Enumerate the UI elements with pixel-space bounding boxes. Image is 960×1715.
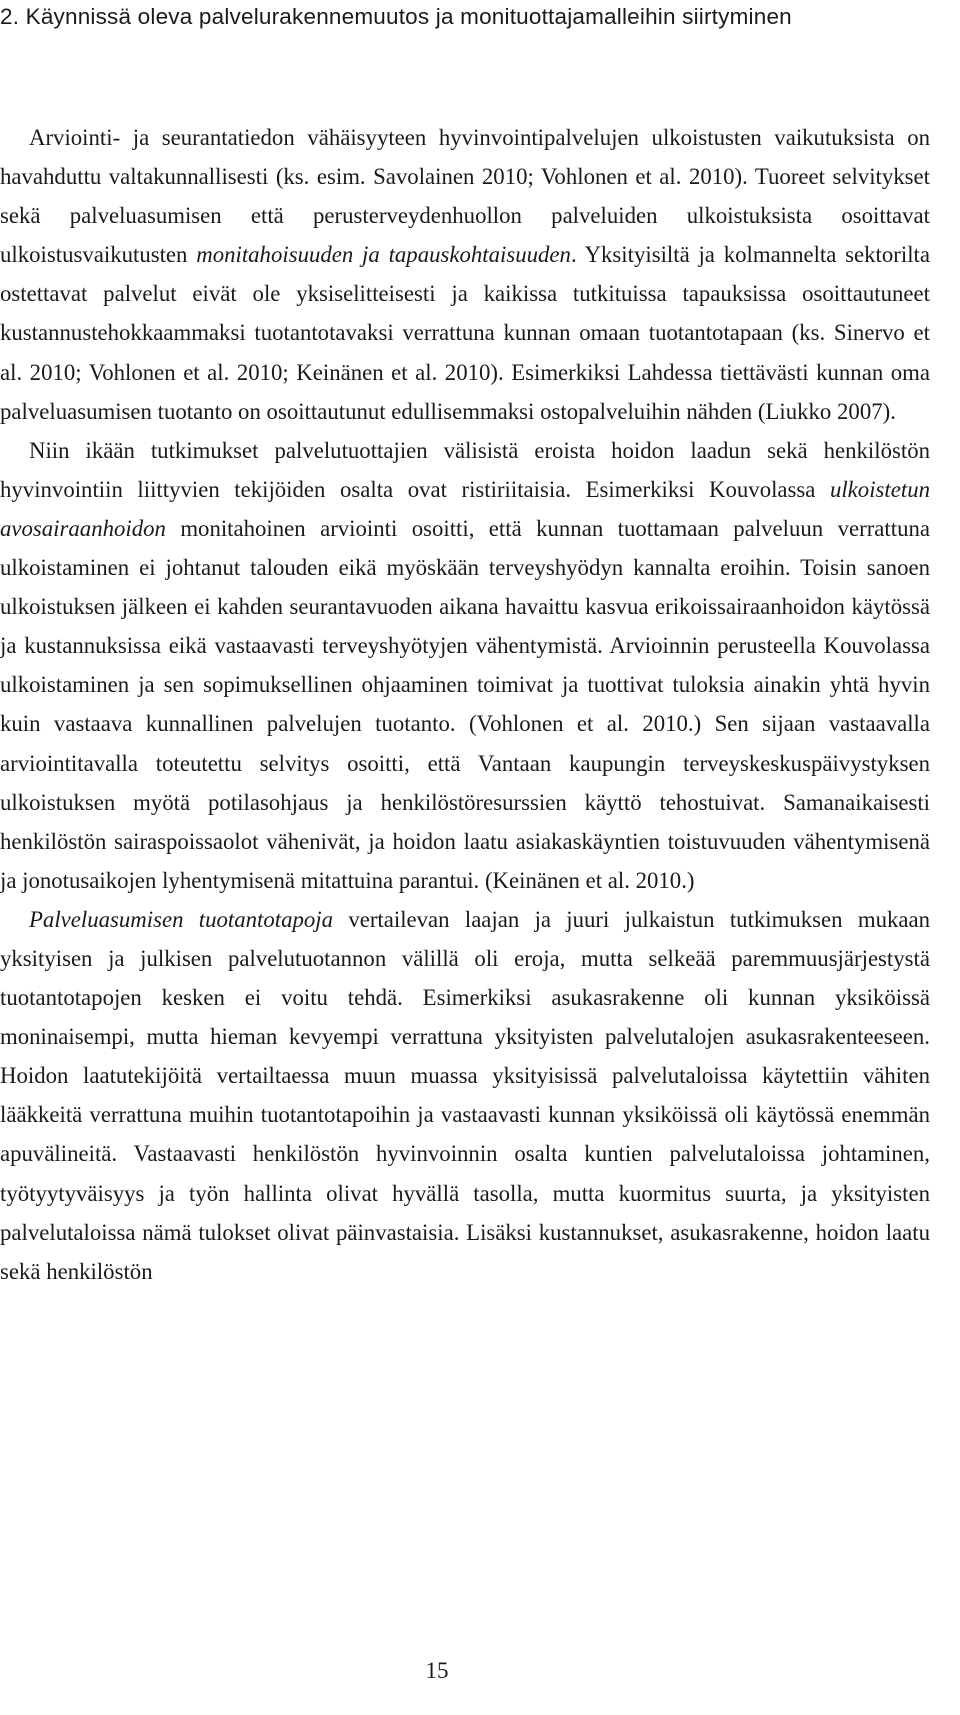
paragraph-2 <box>0 431 930 900</box>
paragraph-1-text: Arviointi- ja seurantatiedon vähäisyyteen hyvinvointipalvelujen ulkoistusten vaikutuksista on havahduttu valtakunnallisesti (ks. esim. Savolainen 2010; Vohlonen et al. 2010). Tuoreet selvitykset sekä palveluasumisen että perusterveydenhuollon palveluiden ulkoistuksista osoittavat ulkoistusvaikutusten <box>0 125 930 268</box>
paragraph-1-text-rest: . Yksityisiltä ja kolmannelta sektorilta ostettavat palvelut eivät ole yksiselitteisesti ja kaikissa tutkituissa tapauksissa osoittautuneet kustannustehokkaammaksi tuotantotavaksi verrattuna kunnan omaan tuotantotapaan (ks. Sinervo et al. 2010; Vohlonen et al. 2010; Keinänen et al. 2010). Esimerkiksi Lahdessa tiettävästi kunnan oma palveluasumisen tuotanto on osoittautunut edullisemmaksi ostopalveluihin nähden (Liukko 2007). <box>0 242 930 424</box>
paragraph-2-emphasis: ulkoistetun avosairaanhoidon <box>0 476 930 541</box>
paragraph-3 <box>0 900 930 1291</box>
paragraph-3-emphasis: Palveluasumisen tuotantotapoja <box>29 906 334 932</box>
paragraph-2-text: Niin ikään tutkimukset palvelutuottajien välisistä eroista hoidon laadun sekä henkilöstön hyvinvointiin liittyvien tekijöiden osalta ovat ristiriitaisia. Esimerkiksi Kouvolassa <box>0 437 930 502</box>
paragraph-3-text-rest: vertailevan laajan ja juuri julkaistun tutkimuksen mukaan yksityisen ja julkisen palvelutuotannon välillä oli eroja, mutta selkeää paremmuusjärjestystä tuotantotapojen kesken ei voitu tehdä. Esimerkiksi asukasrakenne oli kunnan yksiköissä moninaisempi, mutta hieman kevyempi verrattuna yksityisten palvelutalojen asukasrakenteeseen. Hoidon laatutekijöitä vertailtaessa muun muassa yksityisissä palvelutaloissa käytettiin vähiten lääkkeitä verrattuna muihin tuotantotapoihin ja vastaavasti kunnan yksiköissä oli käytössä enemmän apuvälineitä. Vastaavasti henkilöstön hyvinvoinnin osalta kuntien palvelutaloissa johtaminen, työtyytyväisyys ja työn hallinta olivat hyvällä tasolla, mutta kuormitus suurta, ja yksityisten palvelutaloissa nämä tulokset olivat päinvastaisia. Lisäksi kustannukset, asukasrakenne, hoidon laatu sekä henkilöstön <box>0 906 931 1284</box>
paragraph-1 <box>0 118 930 431</box>
section-heading: 2. Käynnissä oleva palvelurakennemuutos ja monituottajamalleihin siirtyminen <box>0 4 792 29</box>
body-text <box>0 118 930 1291</box>
paragraph-1-emphasis: monitahoisuuden ja tapauskohtaisuuden <box>196 242 571 268</box>
paragraph-2-text-rest: monitahoinen arviointi osoitti, että kunnan tuottamaan palveluun verrattuna ulkoistaminen ei johtanut talouden eikä myöskään terveyshyödyn kannalta eroihin. Toisin sanoen ulkoistuksen jälkeen ei kahden seurantavuoden aikana havaittu kasvua erikoissairaanhoidon käytössä ja kustannuksissa eikä vastaavasti terveyshyötyjen vähentymistä. Arvioinnin perusteella Kouvolassa ulkoistaminen ja sen sopimuksellinen ohjaaminen toimivat ja tuottivat tuloksia ainakin yhtä hyvin kuin vastaava kunnallinen palvelujen tuotanto. (Vohlonen et al. 2010.) Sen sijaan vastaavalla arviointitavalla toteutettu selvitys osoitti, että Vantaan kaupungin terveyskeskuspäivystyksen ulkoistuksen myötä potilasohjaus ja henkilöstöresurssien käyttö tehostuivat. Samanaikaisesti henkilöstön sairaspoissaolot vähenivät, ja hoidon laatu asiakaskäyntien toistuvuuden vähentymisenä ja jonotusaikojen lyhentymisenä mitattuina parantui. (Keinänen et al. 2010.) <box>0 515 930 893</box>
page-number: 15 <box>425 1658 449 1683</box>
